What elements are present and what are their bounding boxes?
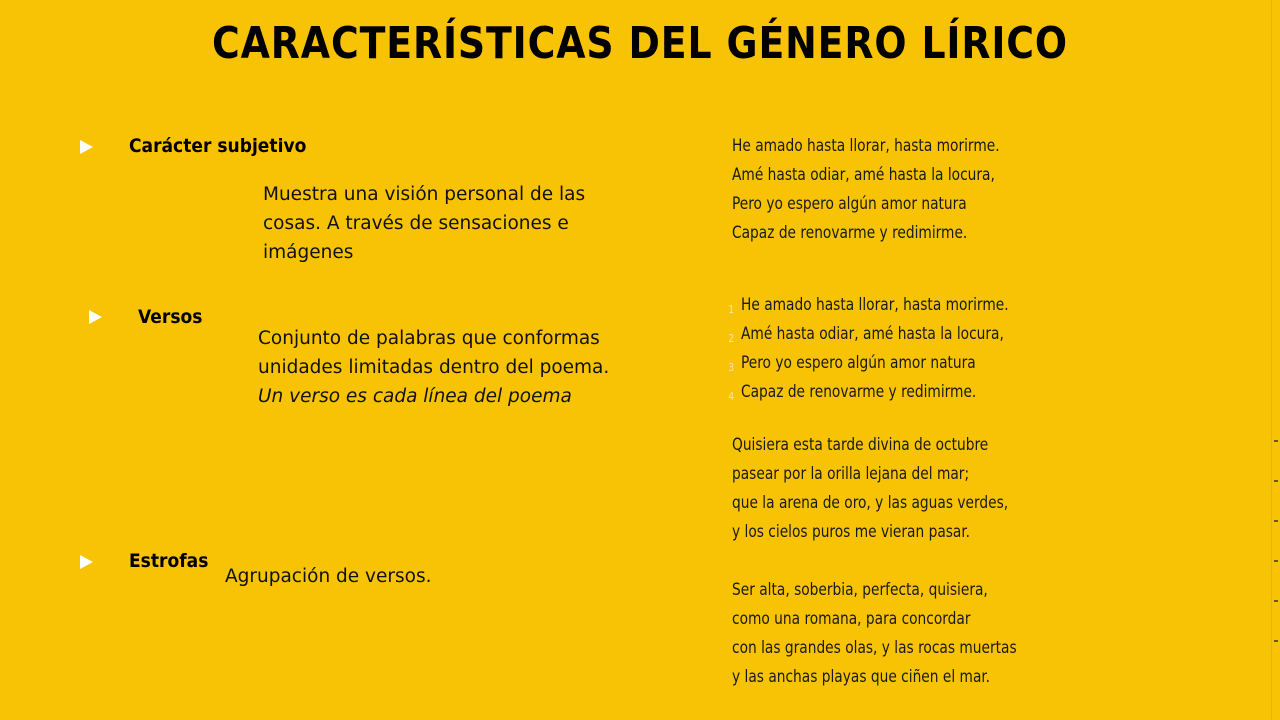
poem-line: Capaz de renovarme y redimirme. [741, 382, 977, 402]
description-line: imágenes [263, 242, 354, 263]
poem-line: Amé hasta odiar, amé hasta la locura, [741, 324, 1004, 344]
edge-tick [1274, 520, 1278, 522]
description-italic-line: Un verso es cada línea del poema [258, 386, 572, 407]
poem-line: con las grandes olas, y las rocas muertas [732, 638, 1017, 658]
numbered-verse [728, 378, 1009, 407]
heading-caracter-subjetivo: Carácter subjetivo [129, 135, 307, 157]
description-estrofas [225, 562, 431, 591]
edge-tick [1274, 480, 1278, 482]
poem-line: como una romana, para concordar [732, 609, 971, 629]
bullet-arrow-icon [89, 310, 102, 324]
heading-estrofas: Estrofas [129, 550, 209, 572]
poem-line: y las anchas playas que ciñen el mar. [732, 667, 991, 687]
bullet-arrow-icon [80, 555, 93, 569]
description-line: unidades limitadas dentro del poema. [258, 357, 610, 378]
numbered-verse [728, 320, 1009, 349]
description-line: Conjunto de palabras que conformas [258, 328, 600, 349]
edge-tick [1274, 600, 1278, 602]
edge-tick [1274, 440, 1278, 442]
poem-line: He amado hasta llorar, hasta morirme. [741, 295, 1009, 315]
numbered-verse [728, 349, 1009, 378]
slide-title: CARACTERÍSTICAS DEL GÉNERO LÍRICO [212, 18, 1068, 69]
poem-line: Pero yo espero algún amor natura [732, 194, 967, 214]
description-caracter-subjetivo [263, 180, 585, 267]
poem-line: Ser alta, soberbia, perfecta, quisiera, [732, 580, 988, 600]
edge-tick [1274, 560, 1278, 562]
poem-line: Capaz de renovarme y redimirme. [732, 223, 968, 243]
description-versos [258, 324, 609, 411]
slide-edge-strip [1271, 0, 1280, 720]
edge-tick [1274, 640, 1278, 642]
verse-number: 4 [728, 390, 735, 403]
description-line: Muestra una visión personal de las [263, 184, 586, 205]
poem-line: que la arena de oro, y las aguas verdes, [732, 493, 1009, 513]
description-line: Agrupación de versos. [225, 566, 432, 587]
poem-stanza-3 [732, 576, 1017, 692]
description-line: cosas. A través de sensaciones e [263, 213, 569, 234]
poem-line: pasear por la orilla lejana del mar; [732, 464, 970, 484]
poem-line: Quisiera esta tarde divina de octubre [732, 435, 989, 455]
poem-line: Amé hasta odiar, amé hasta la locura, [732, 165, 995, 185]
poem-example-plain [732, 132, 1000, 248]
poem-line: y los cielos puros me vieran pasar. [732, 522, 970, 542]
poem-line: Pero yo espero algún amor natura [741, 353, 976, 373]
verse-number: 2 [728, 332, 735, 345]
poem-line: He amado hasta llorar, hasta morirme. [732, 136, 1000, 156]
verse-number: 1 [728, 303, 735, 316]
heading-versos: Versos [138, 306, 203, 328]
poem-example-numbered [728, 291, 1009, 407]
bullet-arrow-icon [80, 140, 93, 154]
poem-stanza-2 [732, 431, 1008, 547]
verse-number: 3 [728, 361, 735, 374]
numbered-verse [728, 291, 1009, 320]
